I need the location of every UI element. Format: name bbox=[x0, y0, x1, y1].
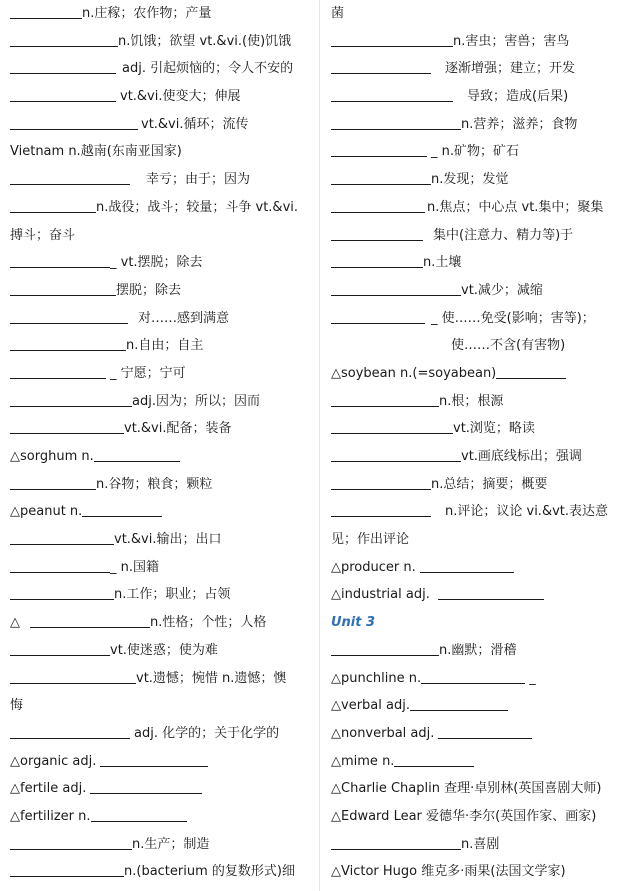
vocab-definition: n.谷物；粮食；颗粒 bbox=[96, 476, 213, 492]
vocab-definition: 集中(注意力、精力等)于 bbox=[433, 227, 574, 243]
answer-blank[interactable] bbox=[10, 640, 110, 656]
vocab-row bbox=[331, 554, 631, 582]
answer-blank[interactable] bbox=[10, 3, 82, 19]
answer-blank[interactable] bbox=[100, 751, 208, 767]
answer-blank[interactable] bbox=[82, 501, 162, 517]
vocab-definition: vt.减少；减缩 bbox=[461, 282, 543, 298]
vocab-definition: 见；作出评论 bbox=[331, 532, 410, 548]
vocab-row bbox=[331, 277, 631, 305]
vocab-row bbox=[10, 748, 310, 776]
answer-blank[interactable] bbox=[10, 418, 124, 434]
vocab-row bbox=[331, 166, 631, 194]
vocab-row bbox=[10, 720, 310, 748]
vocab-row bbox=[10, 0, 310, 28]
vocab-definition: △mime n. bbox=[331, 753, 395, 769]
vocab-row bbox=[10, 388, 310, 416]
unit-heading: Unit 3 bbox=[331, 615, 376, 631]
answer-blank[interactable] bbox=[10, 584, 114, 600]
vocab-row bbox=[331, 194, 631, 222]
vocab-definition: adj. 引起烦恼的；令人不安的 bbox=[122, 61, 294, 77]
vocab-definition: △fertilizer n. bbox=[10, 808, 91, 824]
vocab-definition: _ 宁愿；宁可 bbox=[110, 365, 186, 381]
answer-blank[interactable] bbox=[90, 778, 202, 794]
vocab-row bbox=[10, 637, 310, 665]
vocab-definition: △organic adj. bbox=[10, 753, 97, 769]
answer-blank[interactable] bbox=[10, 391, 132, 407]
vocab-definition: vt.使迷惑；使为难 bbox=[110, 642, 218, 658]
vocab-row bbox=[331, 526, 631, 554]
vocab-definition: vt.&vi.使变大；伸展 bbox=[120, 89, 241, 105]
answer-blank[interactable] bbox=[331, 225, 423, 241]
vocab-definition: △producer n. bbox=[331, 559, 416, 575]
vocab-row bbox=[10, 277, 310, 305]
column-divider bbox=[319, 0, 320, 891]
vocab-row bbox=[331, 111, 631, 139]
vocab-row bbox=[10, 581, 310, 609]
answer-blank[interactable] bbox=[331, 834, 461, 850]
answer-blank[interactable] bbox=[438, 584, 544, 600]
vocab-row bbox=[10, 471, 310, 499]
answer-blank[interactable] bbox=[331, 501, 431, 517]
vocab-row bbox=[10, 194, 310, 222]
vocab-row bbox=[10, 111, 310, 139]
vocab-definition: △nonverbal adj. bbox=[331, 725, 435, 741]
answer-blank[interactable] bbox=[331, 114, 461, 130]
answer-blank[interactable] bbox=[91, 806, 187, 822]
vocab-definition: _ n.国籍 bbox=[110, 559, 160, 575]
vocab-definition: n.营养；滋养；食物 bbox=[461, 116, 578, 132]
vocab-definition: 摆脱；除去 bbox=[116, 282, 182, 298]
vocab-row bbox=[10, 28, 310, 56]
vocab-row bbox=[331, 332, 631, 360]
answer-blank[interactable] bbox=[10, 363, 106, 379]
unit-heading-row bbox=[331, 609, 631, 637]
answer-blank[interactable] bbox=[10, 86, 116, 102]
answer-blank[interactable] bbox=[331, 58, 431, 74]
vocab-row bbox=[331, 858, 631, 886]
vocab-definition: n.评论；议论 vi.&vt.表达意 bbox=[445, 504, 609, 520]
answer-blank[interactable] bbox=[10, 58, 116, 74]
vocab-row bbox=[331, 443, 631, 471]
answer-blank[interactable] bbox=[331, 391, 439, 407]
left-column bbox=[10, 0, 310, 886]
vocab-definition: n.根；根源 bbox=[439, 393, 504, 409]
vocab-row bbox=[331, 498, 631, 526]
vocab-definition: △fertile adj. bbox=[10, 781, 87, 797]
answer-blank[interactable] bbox=[10, 114, 138, 130]
answer-blank[interactable] bbox=[331, 197, 425, 213]
answer-blank[interactable] bbox=[331, 252, 423, 268]
vocab-row bbox=[10, 305, 310, 333]
answer-blank[interactable] bbox=[420, 557, 514, 573]
vocab-row bbox=[331, 415, 631, 443]
vocab-definition: n.害虫；害兽；害鸟 bbox=[453, 33, 570, 49]
vocab-definition: 悔 bbox=[10, 698, 24, 714]
vocab-definition: 菌 bbox=[331, 6, 345, 21]
vocab-row bbox=[331, 388, 631, 416]
vocab-row bbox=[331, 748, 631, 776]
vocab-row bbox=[331, 692, 631, 720]
vocab-definition: △industrial adj. bbox=[331, 587, 430, 603]
answer-blank[interactable] bbox=[10, 252, 110, 268]
answer-blank[interactable] bbox=[438, 723, 532, 739]
vocab-definition: 搏斗；奋斗 bbox=[10, 227, 76, 243]
triangle-icon: △ bbox=[10, 615, 20, 631]
vocab-row bbox=[10, 665, 310, 693]
vocab-definition: n.焦点；中心点 vt.集中；聚集 bbox=[427, 199, 604, 215]
answer-blank[interactable] bbox=[331, 31, 453, 47]
vocab-row bbox=[331, 803, 631, 831]
answer-blank[interactable] bbox=[331, 280, 461, 296]
answer-blank[interactable] bbox=[10, 557, 110, 573]
vocab-row bbox=[10, 332, 310, 360]
vocab-row bbox=[10, 498, 310, 526]
answer-blank[interactable] bbox=[10, 668, 136, 684]
vocab-definition: n.战役；战斗；较量；斗争 vt.&vi. bbox=[96, 199, 299, 215]
answer-blank[interactable] bbox=[331, 418, 453, 434]
answer-blank[interactable] bbox=[421, 668, 525, 684]
vocab-definition: n.工作；职业；占领 bbox=[114, 587, 231, 603]
vocab-row bbox=[10, 858, 310, 886]
answer-blank[interactable] bbox=[10, 529, 114, 545]
answer-blank[interactable] bbox=[394, 751, 474, 767]
vocab-row bbox=[331, 305, 631, 333]
vocab-row bbox=[10, 138, 310, 166]
vocab-definition: _ 使……免受(影响；害等)； bbox=[431, 310, 595, 326]
vocab-row bbox=[10, 222, 310, 250]
vocab-row bbox=[10, 803, 310, 831]
vocab-definition: 对……感到满意 bbox=[138, 310, 230, 326]
vocab-row bbox=[331, 55, 631, 83]
answer-blank[interactable] bbox=[30, 612, 150, 628]
vocab-definition: n.总结；摘要；概要 bbox=[431, 476, 548, 492]
vocab-definition: △Charlie Chaplin 查理·卓别林(英国喜剧大师) bbox=[331, 781, 602, 797]
answer-blank[interactable] bbox=[496, 363, 566, 379]
vocab-definition: vt.&vi.循环；流传 bbox=[141, 116, 249, 132]
vocab-row bbox=[331, 0, 631, 28]
answer-blank[interactable] bbox=[331, 86, 453, 102]
vocab-row bbox=[10, 554, 310, 582]
vocab-definition: △soybean n.(=soyabean) bbox=[331, 365, 497, 381]
vocab-definition: n.庄稼；农作物；产量 bbox=[82, 6, 212, 21]
answer-blank[interactable] bbox=[10, 861, 124, 877]
vocab-definition: n.(bacterium 的复数形式)细 bbox=[124, 864, 295, 880]
vocab-definition: n.自由；自主 bbox=[126, 338, 204, 354]
answer-blank[interactable] bbox=[10, 280, 116, 296]
vocab-definition: vt.遗憾；惋惜 n.遗憾；懊 bbox=[136, 670, 287, 686]
right-column bbox=[331, 0, 631, 886]
vocab-row bbox=[331, 775, 631, 803]
vocab-definition: vt.浏览；略读 bbox=[453, 421, 535, 437]
vocab-definition: 使……不含(有害物) bbox=[451, 338, 566, 354]
vocab-row bbox=[331, 720, 631, 748]
vocab-definition: n.生产；制造 bbox=[132, 836, 210, 852]
vocab-row bbox=[10, 249, 310, 277]
vocab-row bbox=[331, 471, 631, 499]
answer-blank[interactable] bbox=[10, 335, 126, 351]
vocab-row bbox=[10, 609, 310, 637]
vocab-definition: △Victor Hugo 维克多·雨果(法国文学家) bbox=[331, 864, 566, 880]
vocab-definition: n.喜剧 bbox=[461, 836, 500, 852]
vocab-definition: △sorghum n. bbox=[10, 449, 94, 464]
answer-blank[interactable] bbox=[410, 695, 508, 711]
vocab-row bbox=[10, 775, 310, 803]
vocab-row bbox=[10, 831, 310, 859]
vocab-row bbox=[10, 692, 310, 720]
vocab-definition: 逐渐增强；建立；开发 bbox=[445, 61, 576, 77]
answer-blank[interactable] bbox=[10, 308, 128, 324]
vocab-definition: _ vt.摆脱；除去 bbox=[110, 255, 203, 271]
vocab-row bbox=[331, 360, 631, 388]
vocab-row bbox=[331, 83, 631, 111]
vocab-definition: n.发现；发觉 bbox=[431, 172, 509, 188]
vocab-definition: 幸亏；由于；因为 bbox=[146, 172, 251, 188]
vocab-definition: △verbal adj. bbox=[331, 698, 410, 714]
answer-blank[interactable] bbox=[331, 474, 431, 490]
vocab-row bbox=[331, 138, 631, 166]
vocab-definition: Vietnam n.越南(东南亚国家) bbox=[10, 144, 182, 160]
vocab-row bbox=[10, 526, 310, 554]
answer-blank[interactable] bbox=[94, 446, 180, 462]
vocab-definition: △peanut n. bbox=[10, 504, 83, 520]
answer-blank[interactable] bbox=[331, 640, 439, 656]
vocab-definition: adj.因为；所以；因而 bbox=[132, 393, 260, 409]
vocab-definition: _ n.矿物；矿石 bbox=[431, 144, 520, 160]
vocab-definition: △punchline n. bbox=[331, 670, 422, 686]
answer-blank[interactable] bbox=[10, 723, 130, 739]
answer-blank[interactable] bbox=[10, 31, 118, 47]
vocab-row bbox=[331, 222, 631, 250]
vocab-row bbox=[10, 360, 310, 388]
answer-blank[interactable] bbox=[331, 169, 431, 185]
answer-blank[interactable] bbox=[331, 308, 425, 324]
vocab-row bbox=[331, 637, 631, 665]
answer-blank[interactable] bbox=[10, 834, 132, 850]
vocab-row bbox=[331, 831, 631, 859]
vocab-definition: vt.画底线标出；强调 bbox=[461, 449, 582, 464]
answer-blank[interactable] bbox=[10, 197, 96, 213]
vocab-row: △punchline n. _ bbox=[331, 665, 631, 693]
vocab-definition: vt.&vi.输出；出口 bbox=[114, 532, 222, 548]
vocab-definition: n.土壤 bbox=[423, 255, 462, 271]
vocab-row bbox=[331, 28, 631, 56]
answer-blank[interactable] bbox=[331, 141, 427, 157]
vocab-row bbox=[10, 415, 310, 443]
vocab-definition: n.性格；个性；人格 bbox=[150, 615, 267, 631]
vocab-row bbox=[331, 249, 631, 277]
vocab-row bbox=[10, 55, 310, 83]
vocab-definition: n.幽默；滑稽 bbox=[439, 642, 517, 658]
answer-blank[interactable] bbox=[331, 446, 461, 462]
answer-blank[interactable] bbox=[10, 169, 130, 185]
answer-blank[interactable] bbox=[10, 474, 96, 490]
vocab-row bbox=[331, 581, 631, 609]
vocab-row bbox=[10, 83, 310, 111]
vocab-row bbox=[10, 443, 310, 471]
vocab-row bbox=[10, 166, 310, 194]
vocab-definition: n.饥饿；欲望 vt.&vi.(使)饥饿 bbox=[118, 33, 292, 49]
vocab-definition: △Edward Lear 爱德华·李尔(英国作家、画家) bbox=[331, 808, 597, 824]
vocab-definition: adj. 化学的；关于化学的 bbox=[134, 725, 280, 741]
vocab-definition: 导致；造成(后果) bbox=[467, 89, 569, 105]
vocab-definition: vt.&vi.配备；装备 bbox=[124, 421, 232, 437]
